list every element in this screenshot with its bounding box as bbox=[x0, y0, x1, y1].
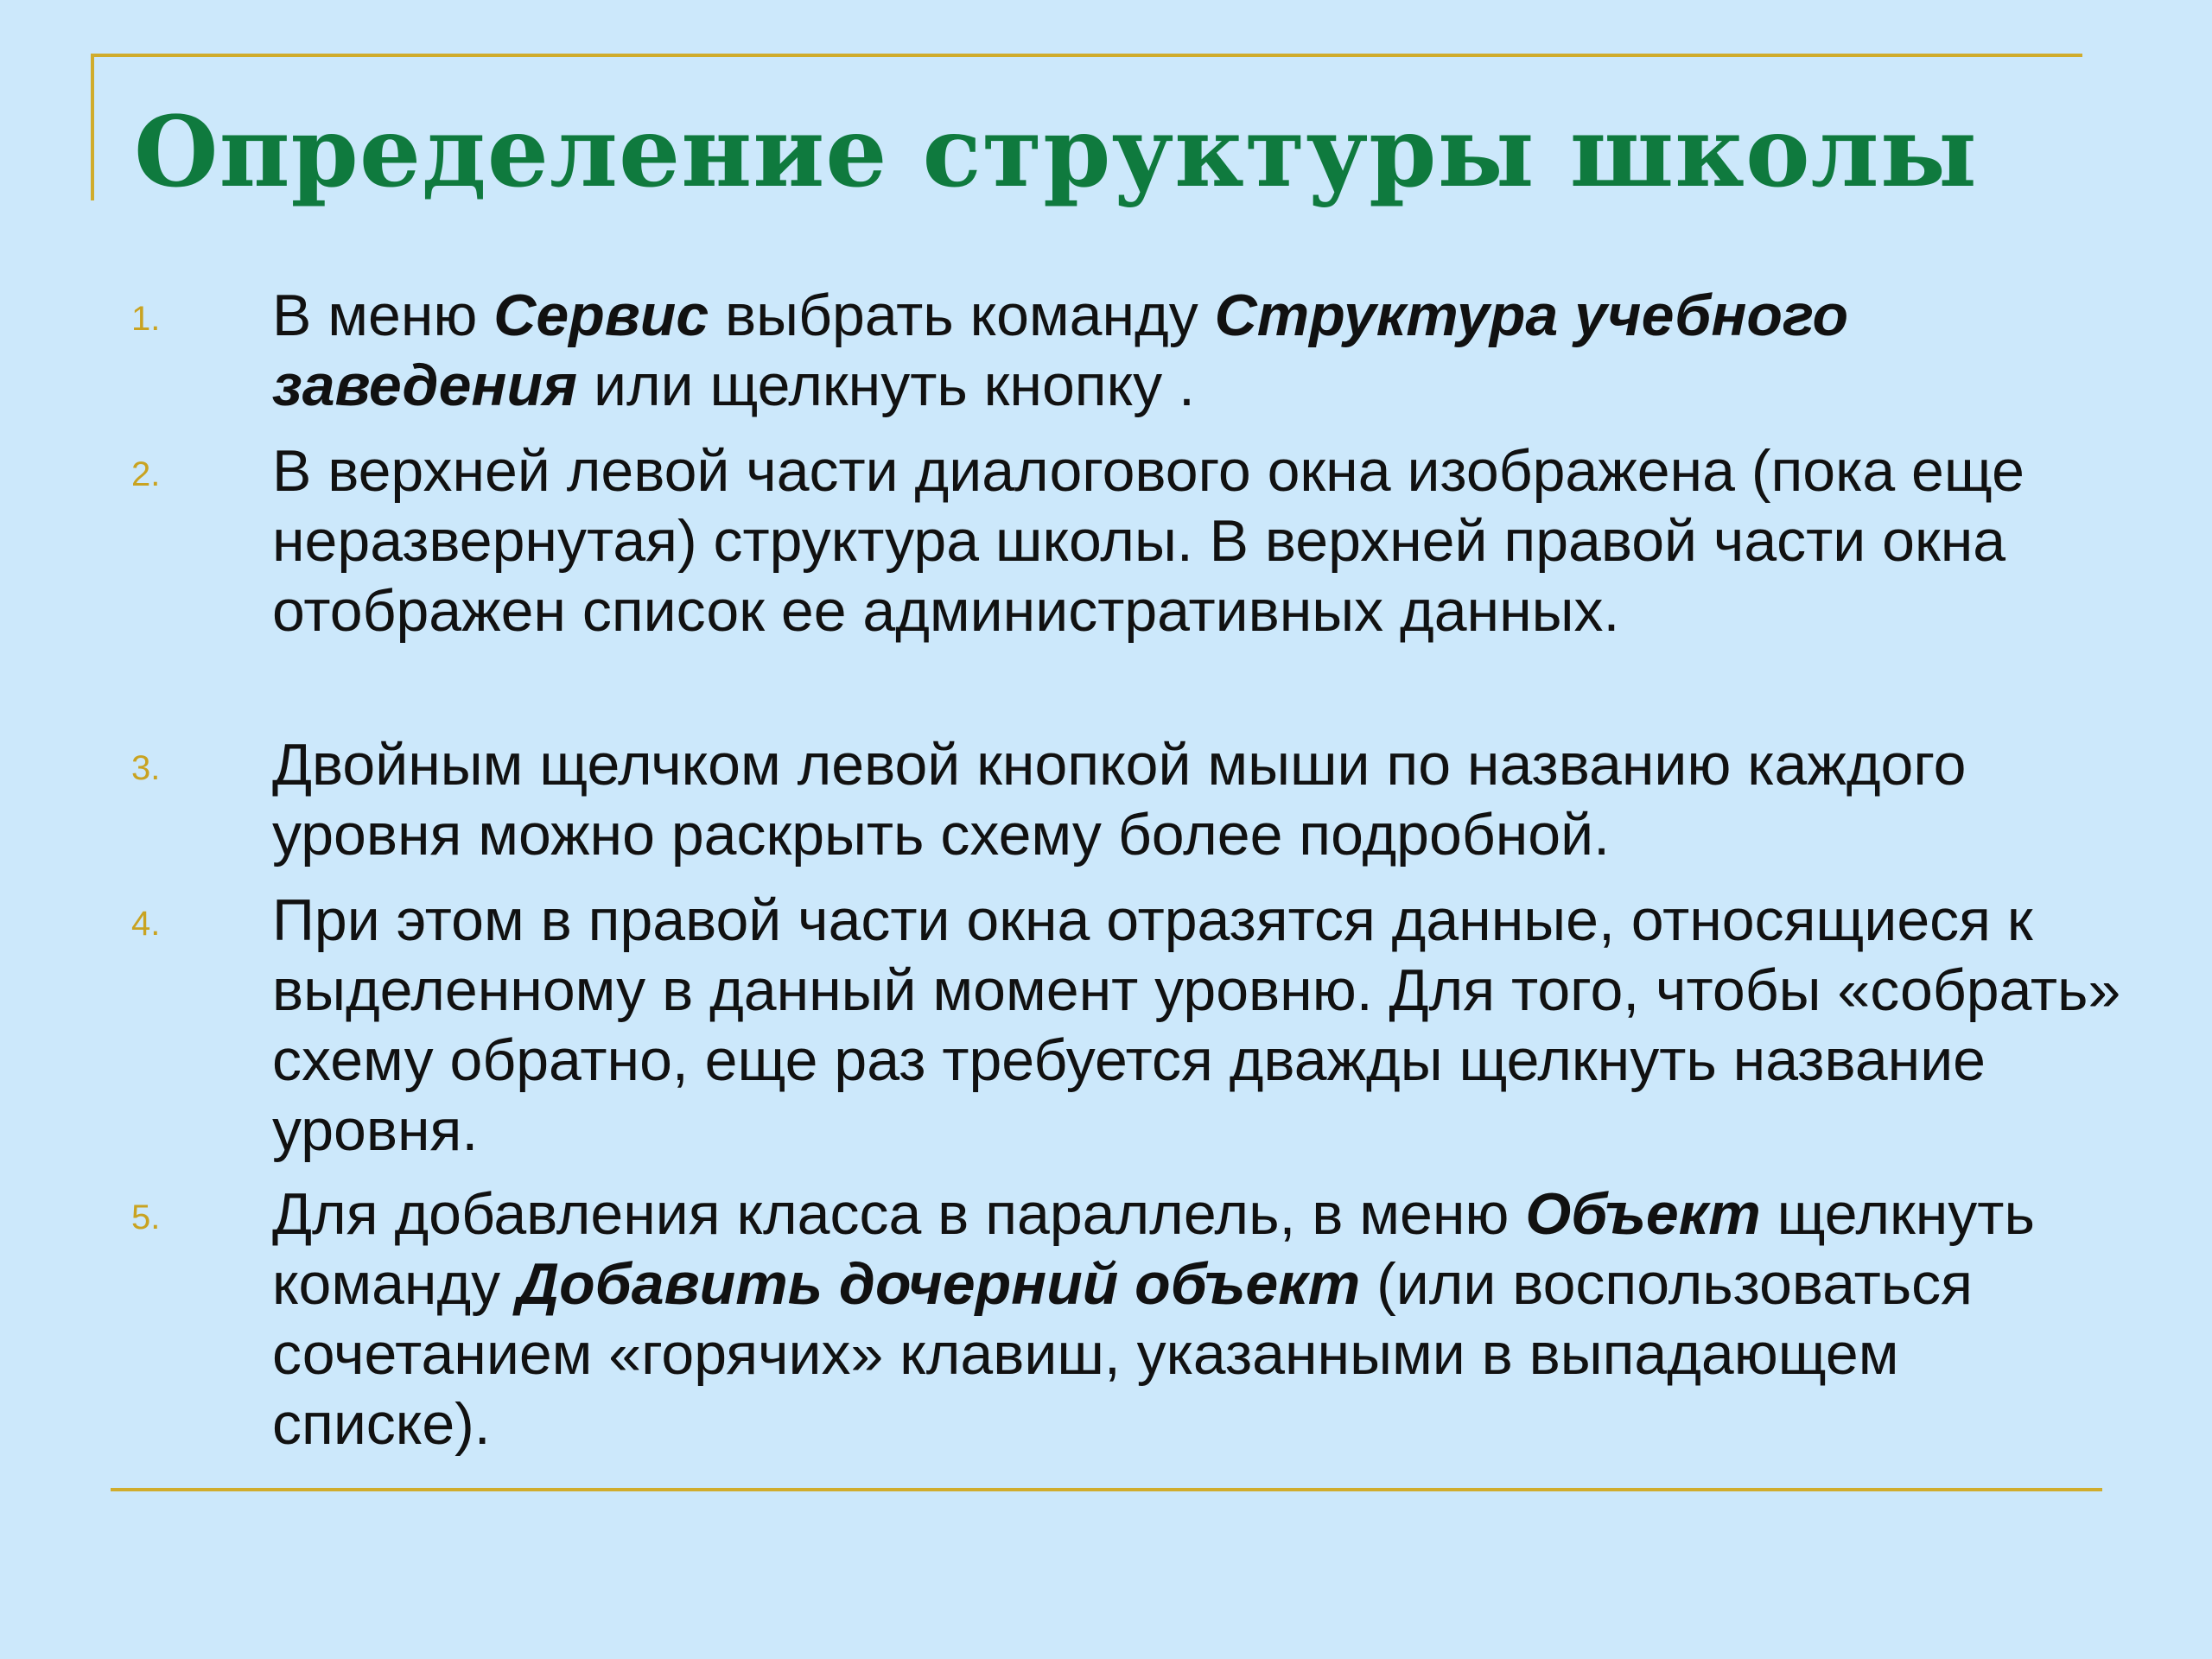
item-number: 3. bbox=[131, 749, 161, 787]
emphasis-menu-service: Сервис bbox=[493, 283, 709, 348]
slide-title: Определение структуры школы bbox=[134, 96, 1978, 209]
emphasis-menu-object: Объект bbox=[1525, 1181, 1761, 1247]
emphasis-command-structure: Структура учебного заведения bbox=[272, 283, 1849, 418]
left-border-line bbox=[91, 54, 94, 200]
item-text: В меню Сервис выбрать команду Структура учебного заведения или щелкнуть кнопку . bbox=[272, 283, 1849, 418]
item-number: 2. bbox=[131, 455, 161, 493]
item-text: Для добавления класса в параллель, в меню Объект щелкнуть команду Добавить дочерний объект (или воспользоваться сочетанием «горячих» клавиш, указанными в выпадающем списке). bbox=[272, 1181, 2035, 1457]
top-border-line bbox=[91, 54, 2082, 57]
item-text: При этом в правой части окна отразятся данные, относящиеся к выделенному в данный момент уровню. Для того, чтобы «собрать» схему обратно, еще раз требуется дважды щелкнуть название уровня. bbox=[272, 887, 2121, 1163]
item-number: 1. bbox=[131, 300, 161, 338]
item-text: Двойным щелчком левой кнопкой мыши по названию каждого уровня можно раскрыть схему более подробной. bbox=[272, 732, 1967, 868]
emphasis-command-add-child: Добавить дочерний объект bbox=[517, 1251, 1361, 1317]
item-number: 5. bbox=[131, 1198, 161, 1236]
item-number: 4. bbox=[131, 905, 161, 943]
bottom-border-line bbox=[111, 1488, 2102, 1491]
item-text: В верхней левой части диалогового окна изображена (пока еще неразвернутая) структура школы. В верхней правой части окна отображен список ее административных данных. bbox=[272, 438, 2024, 644]
